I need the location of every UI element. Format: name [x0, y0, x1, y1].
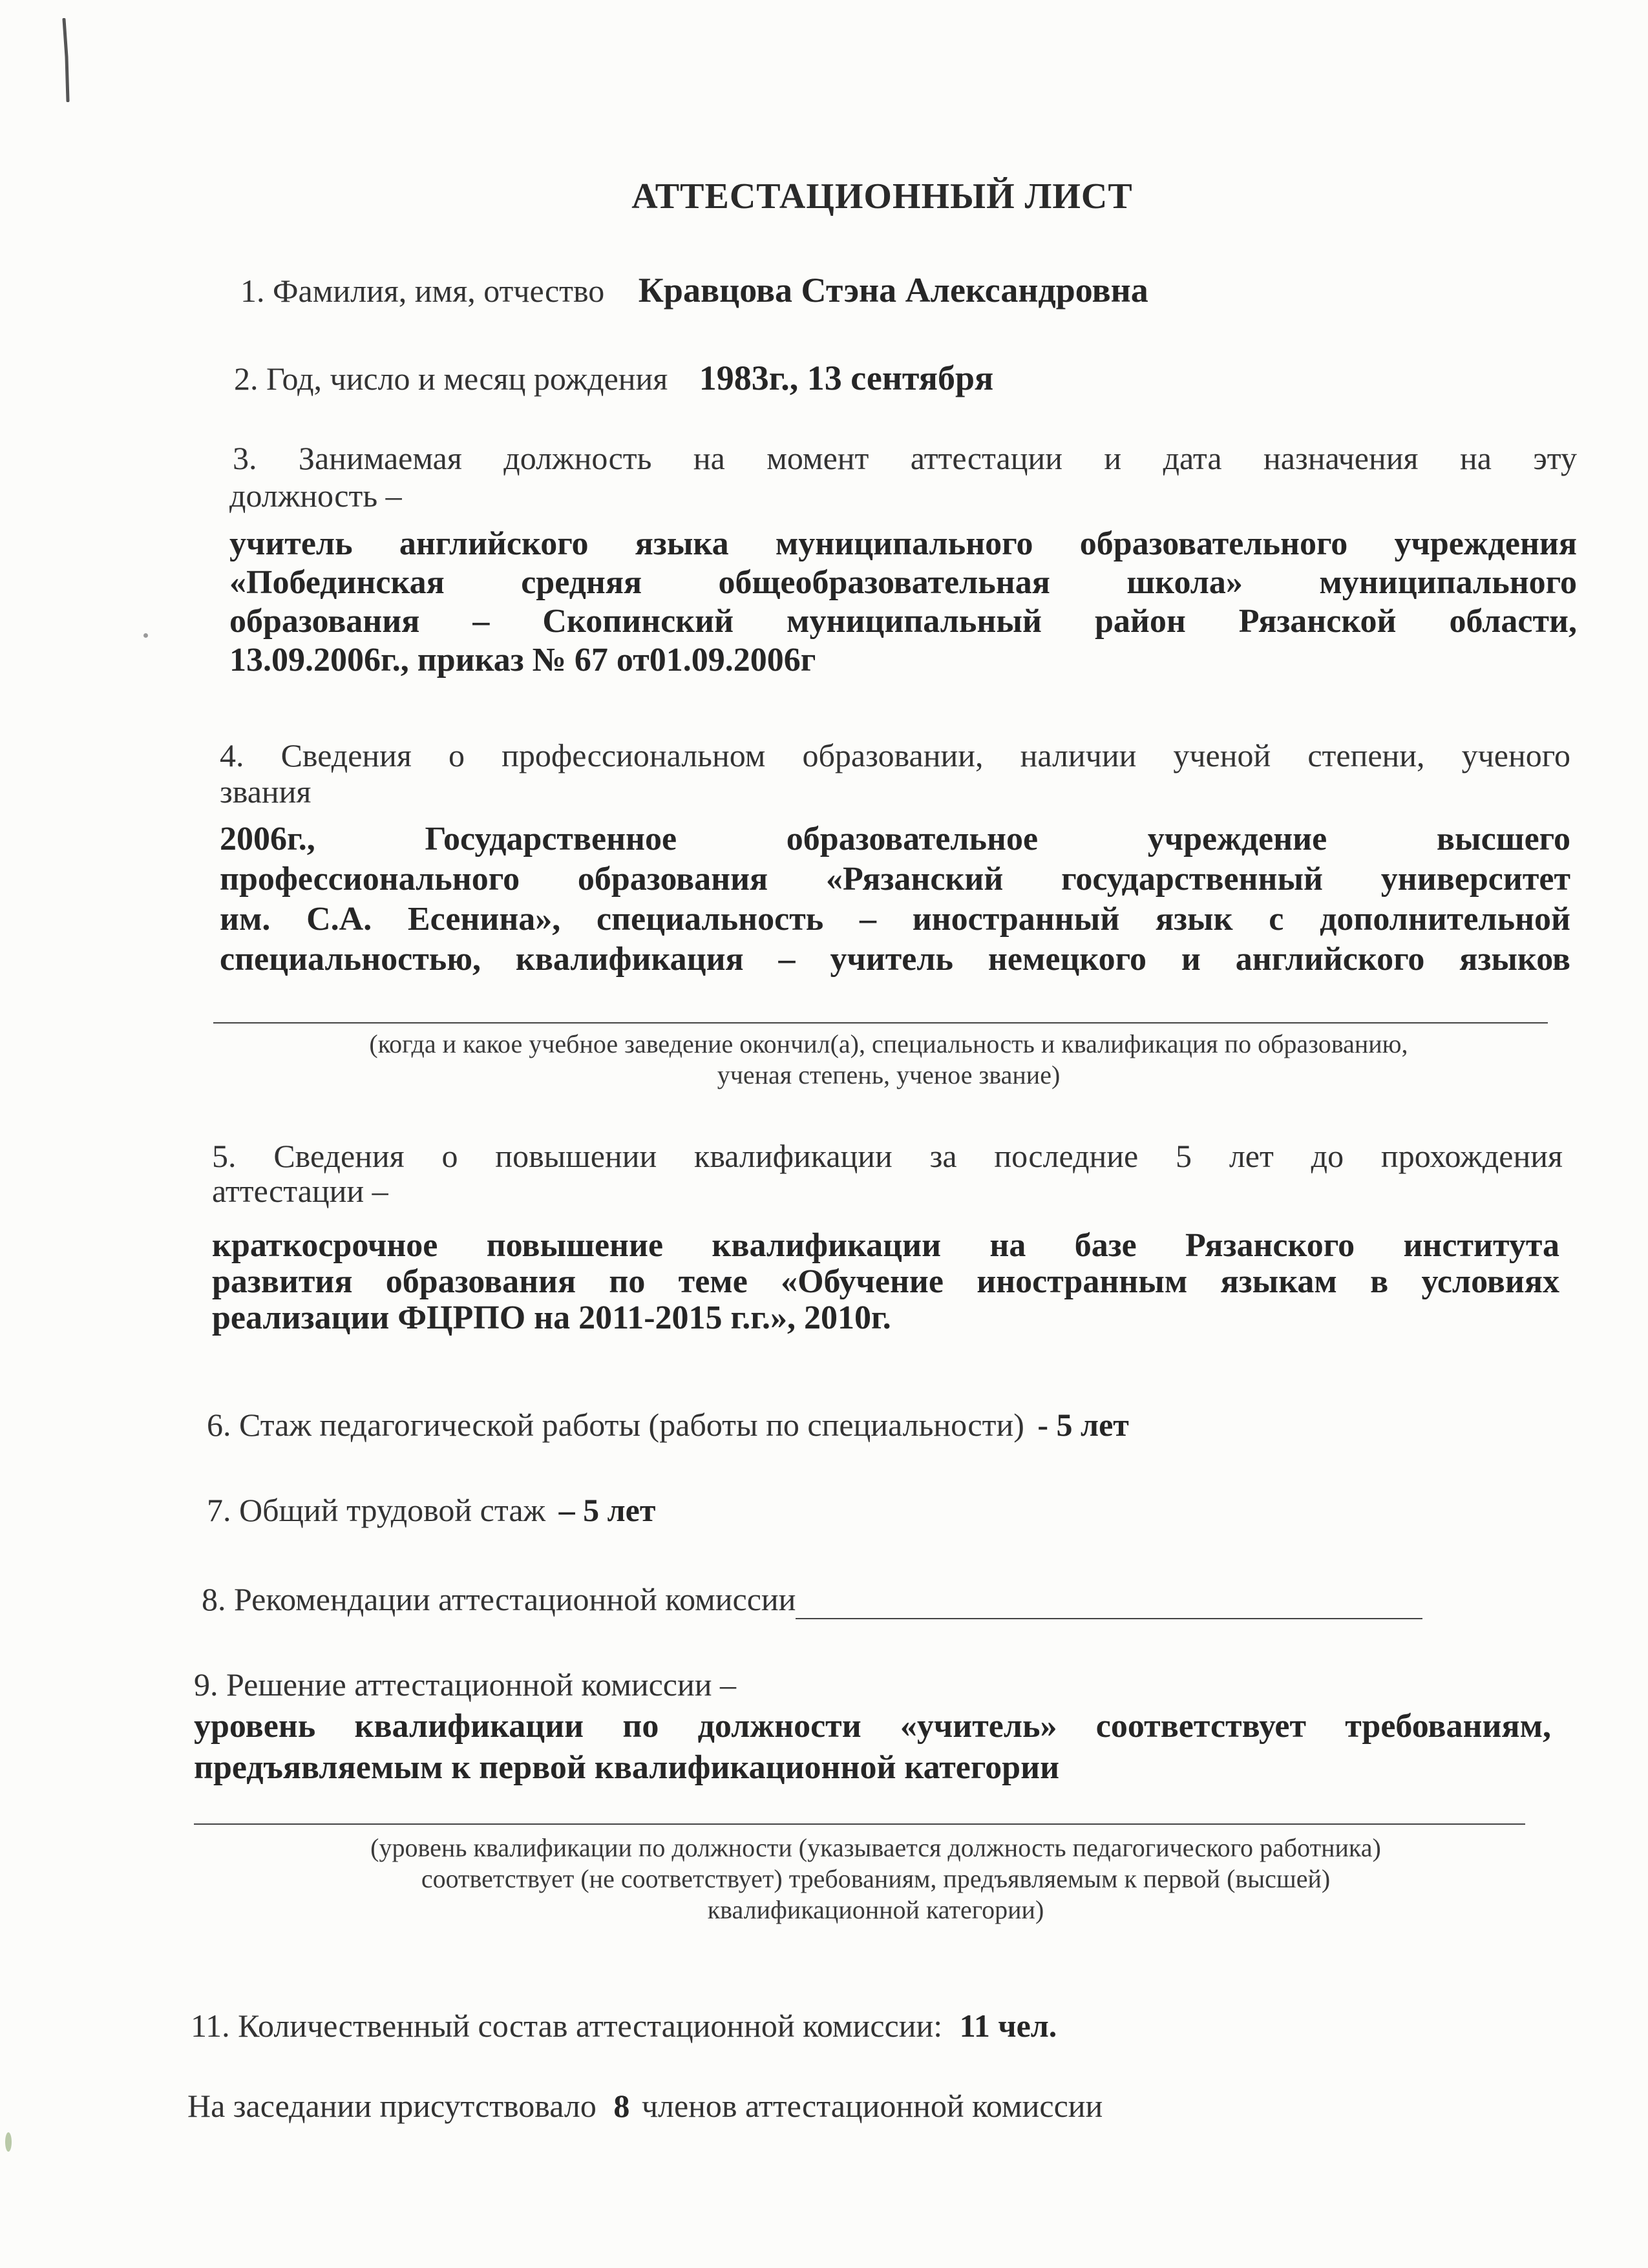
item-11-label: 11. Количественный состав аттестационной комиссии: — [191, 2008, 943, 2044]
item-4-caption — [213, 1029, 1564, 1091]
item-5-value-line: краткосрочное повышение квалификации на базе Рязанского института — [212, 1227, 1559, 1264]
item-4-value-line: профессионального образования «Рязанский государственный университет — [220, 861, 1570, 898]
item-3-value-line: «Побединская средняя общеобразовательная школа» муниципального — [229, 564, 1577, 601]
item-4-caption-line-2: ученая степень, ученое звание) — [717, 1060, 1061, 1089]
attendance-line — [187, 2087, 1103, 2125]
item-3-value-line: учитель английского языка муниципального образовательного учреждения — [229, 525, 1577, 562]
item-7-value: – 5 лет — [558, 1492, 656, 1528]
item-3-value-line: 13.09.2006г., приказ № 67 от01.09.2006г — [229, 642, 816, 678]
item-11-commission-size — [191, 2007, 1057, 2044]
item-9-caption-line-1: (уровень квалификации по должности (указывается должность педагогического работника) — [370, 1833, 1381, 1862]
item-5-label-line-2: аттестации – — [212, 1173, 388, 1209]
item-1-full-name — [240, 270, 1148, 310]
document-title: АТТЕСТАЦИОННЫЙ ЛИСТ — [631, 176, 1133, 216]
item-4-value-line: им. С.А. Есенина», специальность – иностранный язык с дополнительной — [220, 901, 1570, 938]
item-9-caption-line-2: соответствует (не соответствует) требованиям, предъявляемым к первой (высшей) — [421, 1864, 1331, 1893]
attendance-prefix: На заседании присутствовало — [187, 2088, 597, 2124]
item-9-value-line: уровень квалификации по должности «учитель» соответствует требованиям, — [194, 1708, 1551, 1745]
scan-artifact-dot — [5, 2132, 12, 2152]
item-2-birth-date — [234, 358, 993, 398]
item-6-value: - 5 лет — [1037, 1407, 1129, 1443]
scan-artifact-dot — [143, 633, 148, 638]
item-11-value: 11 чел. — [959, 2008, 1057, 2044]
item-4-value-line: специальностью, квалификация – учитель немецкого и английского языков — [220, 941, 1570, 978]
item-1-label: 1. Фамилия, имя, отчество — [240, 273, 605, 309]
item-5-label-line-1: 5. Сведения о повышении квалификации за последние 5 лет до прохождения — [212, 1138, 1563, 1174]
item-9-caption — [194, 1832, 1558, 1926]
item-6-label: 6. Стаж педагогической работы (работы по специальности) — [207, 1407, 1024, 1443]
item-9-value — [194, 1706, 1551, 1789]
item-4-label-line-2: звания — [220, 773, 312, 810]
item-8-label: 8. Рекомендации аттестационной комиссии — [202, 1581, 796, 1617]
item-9-caption-line-3: квалификационной категории) — [707, 1895, 1044, 1924]
attendance-count: 8 — [613, 2088, 630, 2124]
item-5-value-line: реализации ФЦРПО на 2011-2015 г.г.», 2010г. — [212, 1299, 891, 1336]
item-2-label: 2. Год, число и месяц рождения — [234, 361, 668, 397]
item-1-value: Кравцова Стэна Александровна — [638, 271, 1148, 310]
item-8-recommendations — [202, 1580, 1422, 1619]
item-3-label-line-1: 3. Занимаемая должность на момент аттестации и дата назначения на эту — [233, 440, 1577, 476]
item-3-value-line: образования – Скопинский муниципальный район Рязанской области, — [229, 603, 1577, 640]
item-2-value: 1983г., 13 сентября — [699, 359, 994, 397]
item-3-value — [229, 525, 1577, 680]
item-7-total-experience — [207, 1491, 655, 1529]
item-9-value-line: предъявляемым к первой квалификационной категории — [194, 1749, 1060, 1786]
item-7-label: 7. Общий трудовой стаж — [207, 1492, 546, 1528]
item-6-experience — [207, 1406, 1129, 1444]
item-4-underline — [213, 1022, 1548, 1024]
item-4-label-line-1: 4. Сведения о профессиональном образовании, наличии ученой степени, ученого — [220, 737, 1570, 773]
item-9-label: 9. Решение аттестационной комиссии – — [194, 1666, 737, 1703]
scan-artifact-mark — [62, 18, 71, 102]
item-4-value-line: 2006г., Государственное образовательное учреждение высшего — [220, 821, 1570, 857]
item-4-caption-line-1: (когда и какое учебное заведение окончил(а), специальность и квалификация по образованию, — [369, 1029, 1408, 1058]
item-5-value — [212, 1228, 1559, 1336]
item-5-value-line: развития образования по теме «Обучение иностранным языкам в условиях — [212, 1263, 1559, 1300]
attendance-suffix: членов аттестационной комиссии — [641, 2088, 1103, 2124]
item-4-value — [220, 819, 1570, 980]
item-3-label-line-2: должность – — [229, 478, 402, 514]
item-8-blank-line — [796, 1580, 1422, 1619]
item-9-underline — [194, 1823, 1525, 1825]
